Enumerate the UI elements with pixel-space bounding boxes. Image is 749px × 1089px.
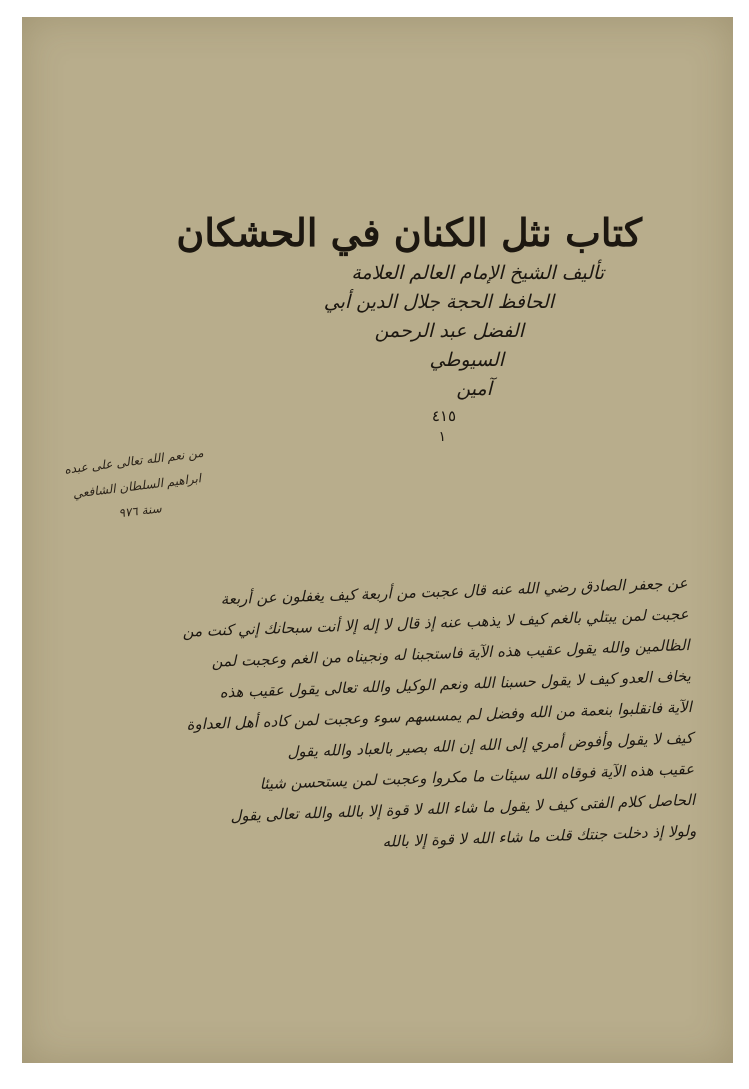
ownership-note-line: من نعم الله تعالى على عبده	[63, 445, 205, 477]
body-line: يخاف العدو كيف لا يقول حسبنا الله ونعم الوكيل والله تعالى يقول عقيب هذه	[219, 666, 692, 702]
ownership-note	[48, 439, 226, 534]
body-line: كيف لا يقول وأفوض أمري إلى الله إن الله بصير بالعباد والله يقول	[287, 728, 694, 762]
body-line: عن جعفر الصادق رضي الله عنه قال عجبت من أربعة كيف يغفلون عن أربعة	[220, 574, 688, 609]
body-line: الآية فانقلبوا بنعمة من الله وفضل لم يمسسهم سوء وعجبت لمن كاده أهل العداوة	[186, 697, 693, 734]
ownership-note-line: ابراهيم السلطان الشافعي	[72, 471, 202, 501]
author-line: الحافظ الحجة جلال الدين أبي	[323, 291, 554, 313]
body-line: الحاصل كلام الفتى كيف لا يقول ما شاء الله لا قوة إلا بالله والله تعالى يقول	[230, 790, 696, 826]
author-line: الفضل عبد الرحمن	[374, 320, 524, 342]
book-title: كتاب نثل الكنان في الحشكان	[176, 210, 642, 255]
author-line: السيوطي	[429, 349, 504, 371]
title-block	[172, 207, 652, 446]
body-line: عجبت لمن يبتلي بالغم كيف لا يذهب عنه إذ قال لا إله إلا أنت سبحانك إني كنت من	[182, 604, 689, 641]
manuscript-page	[22, 17, 733, 1063]
author-line: آمين	[456, 378, 492, 400]
body-text	[167, 568, 696, 865]
catalog-number: ١	[438, 429, 446, 445]
body-line: الظالمين والله يقول عقيب هذه الآية فاستجبنا له ونجيناه من الغم وعجبت لمن	[211, 635, 690, 671]
catalog-number: ٤١٥	[431, 407, 456, 425]
body-line: ولولا إذ دخلت جنتك قلت ما شاء الله لا قوة إلا بالله	[382, 821, 697, 851]
author-line: تأليف الشيخ الإمام العالم العلامة	[351, 262, 604, 284]
ownership-note-line: سنة ٩٧٦	[117, 501, 163, 521]
body-line: عقيب هذه الآية فوقاه الله سيئات ما مكروا وعجبت لمن يستحسن شيئا	[259, 759, 695, 794]
